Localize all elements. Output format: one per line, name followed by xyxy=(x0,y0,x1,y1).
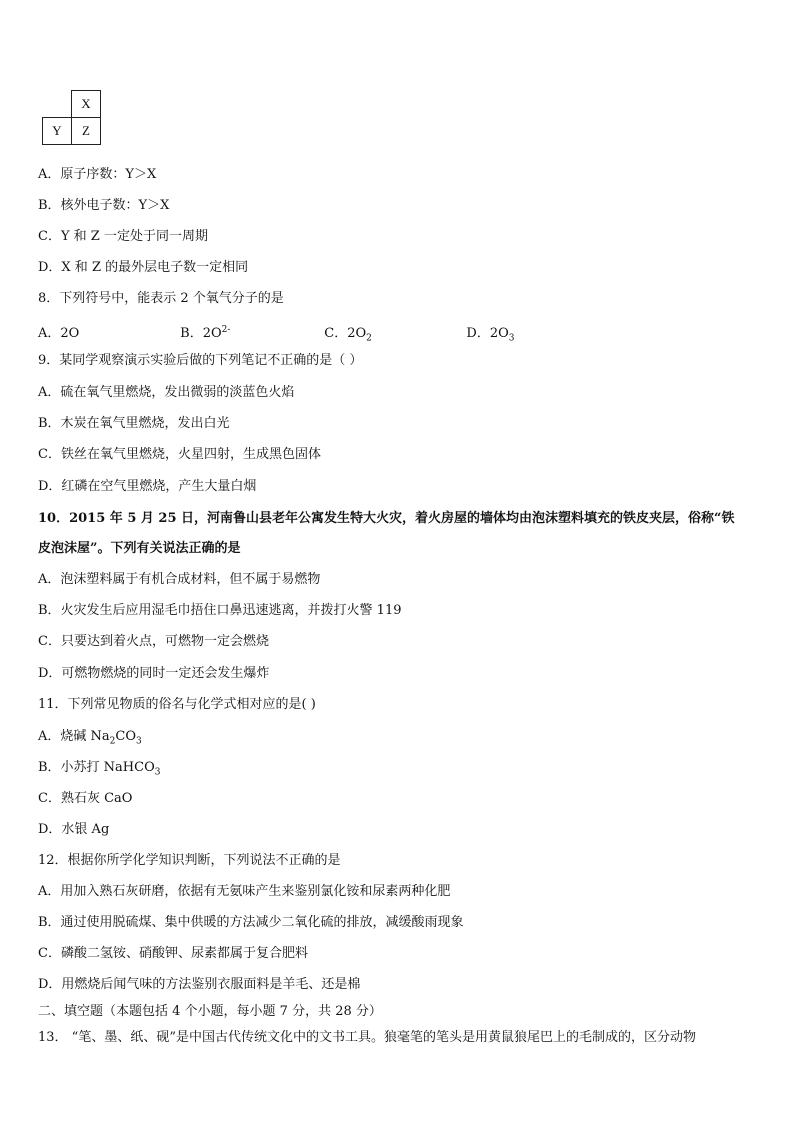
q9-stem: 9．某同学观察演示实验后做的下列笔记不正确的是（ ） xyxy=(38,353,363,368)
q9-option-b: B．木炭在氧气里燃烧，发出白光 xyxy=(38,416,230,431)
q11-option-b: B．小苏打 NaHCO$_3$ xyxy=(38,760,161,778)
q10-stem-line2: 皮泡沫屋”。下列有关说法正确的是 xyxy=(38,541,241,556)
q10-option-b: B．火灾发生后应用湿毛巾捂住口鼻迅速逃离，并拨打火警 119 xyxy=(38,603,402,618)
cell-y: Y xyxy=(43,118,72,145)
q11-stem: 11．下列常见物质的俗名与化学式相对应的是( ) xyxy=(38,697,316,712)
q9-option-c: C．铁丝在氧气里燃烧，火星四射，生成黑色固体 xyxy=(38,447,321,462)
q13-stem: 13． “笔、墨、纸、砚”是中国古代传统文化中的文书工具。狼毫笔的笔头是用黄鼠狼尾巴上的毛制成的，区分动物 xyxy=(38,1030,696,1045)
q7-option-c: C．Y 和 Z 一定处于同一周期 xyxy=(38,229,208,244)
q7-option-a: A．原子序数：Y＞X xyxy=(38,167,157,182)
q10-option-a: A．泡沫塑料属于有机合成材料，但不属于易燃物 xyxy=(38,572,321,587)
cell-z: Z xyxy=(72,118,101,145)
q10-option-c: C．只要达到着火点，可燃物一定会燃烧 xyxy=(38,634,269,649)
q11-option-c: C．熟石灰 CaO xyxy=(38,791,133,806)
q11-option-a: A．烧碱 $Na_2CO_3$ xyxy=(38,729,142,747)
q8-option-a: A．2O xyxy=(38,326,80,342)
q12-option-d: D．用燃烧后闻气味的方法鉴别衣服面料是羊毛、还是棉 xyxy=(38,977,361,992)
q12-option-a: A．用加入熟石灰研磨，依据有无氨味产生来鉴别氯化铵和尿素两种化肥 xyxy=(38,884,451,899)
element-position-grid xyxy=(42,90,101,145)
q10-option-d: D．可燃物燃烧的同时一定还会发生爆炸 xyxy=(38,666,270,681)
q8-option-c: C．$2O_2$ xyxy=(324,326,372,344)
q10-stem-line1: 10．2015 年 5 月 25 日，河南鲁山县老年公寓发生特大火灾，着火房屋的墙体均由泡沫塑料填充的铁皮夹层，俗称“铁 xyxy=(38,511,735,526)
q7-option-b: B．核外电子数：Y＞X xyxy=(38,198,170,213)
q8-option-d: D．$2O_3$ xyxy=(466,326,515,344)
q8-options xyxy=(38,322,764,347)
section-heading-fill-in: 二、填空题（本题包括 4 个小题，每小题 7 分，共 28 分） xyxy=(38,1004,382,1019)
q12-option-b: B．通过使用脱硫煤、集中供暖的方法减少二氧化硫的排放，减缓酸雨现象 xyxy=(38,915,464,930)
q8-stem: 8．下列符号中，能表示 2 个氧气分子的是 xyxy=(38,291,284,306)
q8-option-b: B．$2O^{2-}$ xyxy=(180,325,231,342)
q11-option-d: D．水银 Ag xyxy=(38,822,110,837)
q9-option-a: A．硫在氧气里燃烧，发出微弱的淡蓝色火焰 xyxy=(38,385,295,400)
q12-stem: 12．根据你所学化学知识判断，下列说法不正确的是 xyxy=(38,853,341,868)
q12-option-c: C．磷酸二氢铵、硝酸钾、尿素都属于复合肥料 xyxy=(38,946,308,961)
q9-option-d: D．红磷在空气里燃烧，产生大量白烟 xyxy=(38,479,257,494)
q7-option-d: D．X 和 Z 的最外层电子数一定相同 xyxy=(38,260,249,275)
cell-x: X xyxy=(72,91,101,118)
